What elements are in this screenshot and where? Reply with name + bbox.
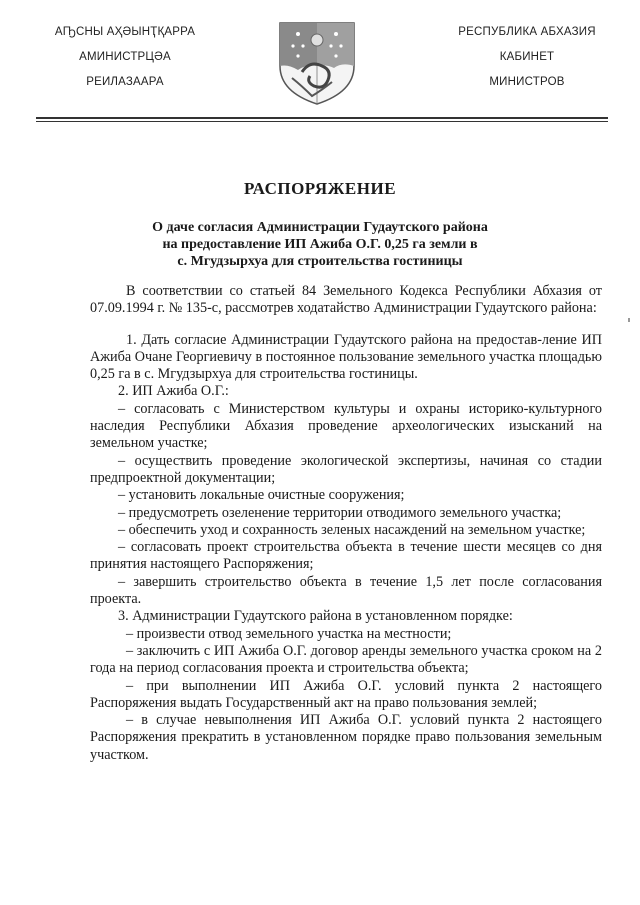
item-2-clause-5: – обеспечить уход и сохранность зеленых насаждений на земельном участке; [118,521,586,538]
subject-line-1: О даче согласия Администрации Гудаутского района [152,220,488,235]
header-right-line-2: КАБИНЕТ [499,51,555,63]
item-2-clause-7: – завершить строительство объекта в течение 1,5 лет после согласования проекта. [90,573,602,608]
header-right-block [442,20,612,95]
item-2-heading: 2. ИП Ажиба О.Г.: [118,383,229,400]
document-subject [120,219,520,270]
item-1-paragraph: 1. Дать согласие Администрации Гудаутского района на предостав-ление ИП Ажиба Очане Георгиевичу в постоянное пользование земельного участка площадью 0,25 га в с. Мгудзырхуа для строительства гостиницы. [90,331,602,383]
scan-speck [628,318,630,322]
item-2-clause-1: – согласовать с Министерством культуры и охраны историко-культурного наследия Республики Абхазия проведение археологических изысканий на земельном участке; [90,400,602,452]
item-2-clause-6: – согласовать проект строительства объекта в течение шести месяцев со дня принятия настоящего Распоряжения; [90,539,602,573]
header-rule-thin [36,121,608,122]
item-3-clause-1: – произвести отвод земельного участка на местности; [126,625,452,642]
document-body [90,283,602,764]
subject-line-3: с. Мгудзырхуа для строительства гостиницы [177,254,463,269]
item-3-clause-4: – в случае невыполнения ИП Ажиба О.Г. условий пункта 2 настоящего Распоряжения прекратить в установленном порядке право пользования земельным участком. [90,712,602,763]
header-left-block [40,20,210,95]
item-2-clause-4: – предусмотреть озеленение территории отводимого земельного участка; [118,504,562,521]
header-left-line-2: АМИНИСТРЦӘА [79,51,171,63]
header-right-line-3: МИНИСТРОВ [489,76,565,88]
header-rule-thick [36,117,608,119]
header-left-line-1: АҦСНЫ АҲӘЫНҬҚАРРА [54,26,196,38]
item-2-clause-3: – установить локальные очистные сооружения; [118,487,405,504]
item-3-clause-3: – при выполнении ИП Ажиба О.Г. условий пункта 2 настоящего Распоряжения выдать Государственный акт на право пользования землей; [90,677,602,711]
item-3-heading: 3. Администрации Гудаутского района в установленном порядке: [118,608,513,625]
header-right-line-1: РЕСПУБЛИКА АБХАЗИЯ [458,26,596,38]
header-left-line-3: РЕИЛАЗААРА [86,76,164,88]
preamble-paragraph: В соответствии со статьей 84 Земельного Кодекса Республики Абхазия от 07.09.1994 г. № 135-с, рассмотрев ходатайство Администрации Гудаутского района: [90,283,602,317]
coat-of-arms-emblem [276,20,358,106]
item-3-clause-2: – заключить с ИП Ажиба О.Г. договор аренды земельного участка сроком на 2 года на период согласования проекта и строительства объекта; [90,642,602,677]
subject-line-2: на предоставление ИП Ажиба О.Г. 0,25 га земли в [162,237,478,252]
document-title: РАСПОРЯЖЕНИЕ [243,179,397,198]
item-2-clause-2: – осуществить проведение экологической экспертизы, начиная со стадии предпроектной документации; [90,452,602,486]
